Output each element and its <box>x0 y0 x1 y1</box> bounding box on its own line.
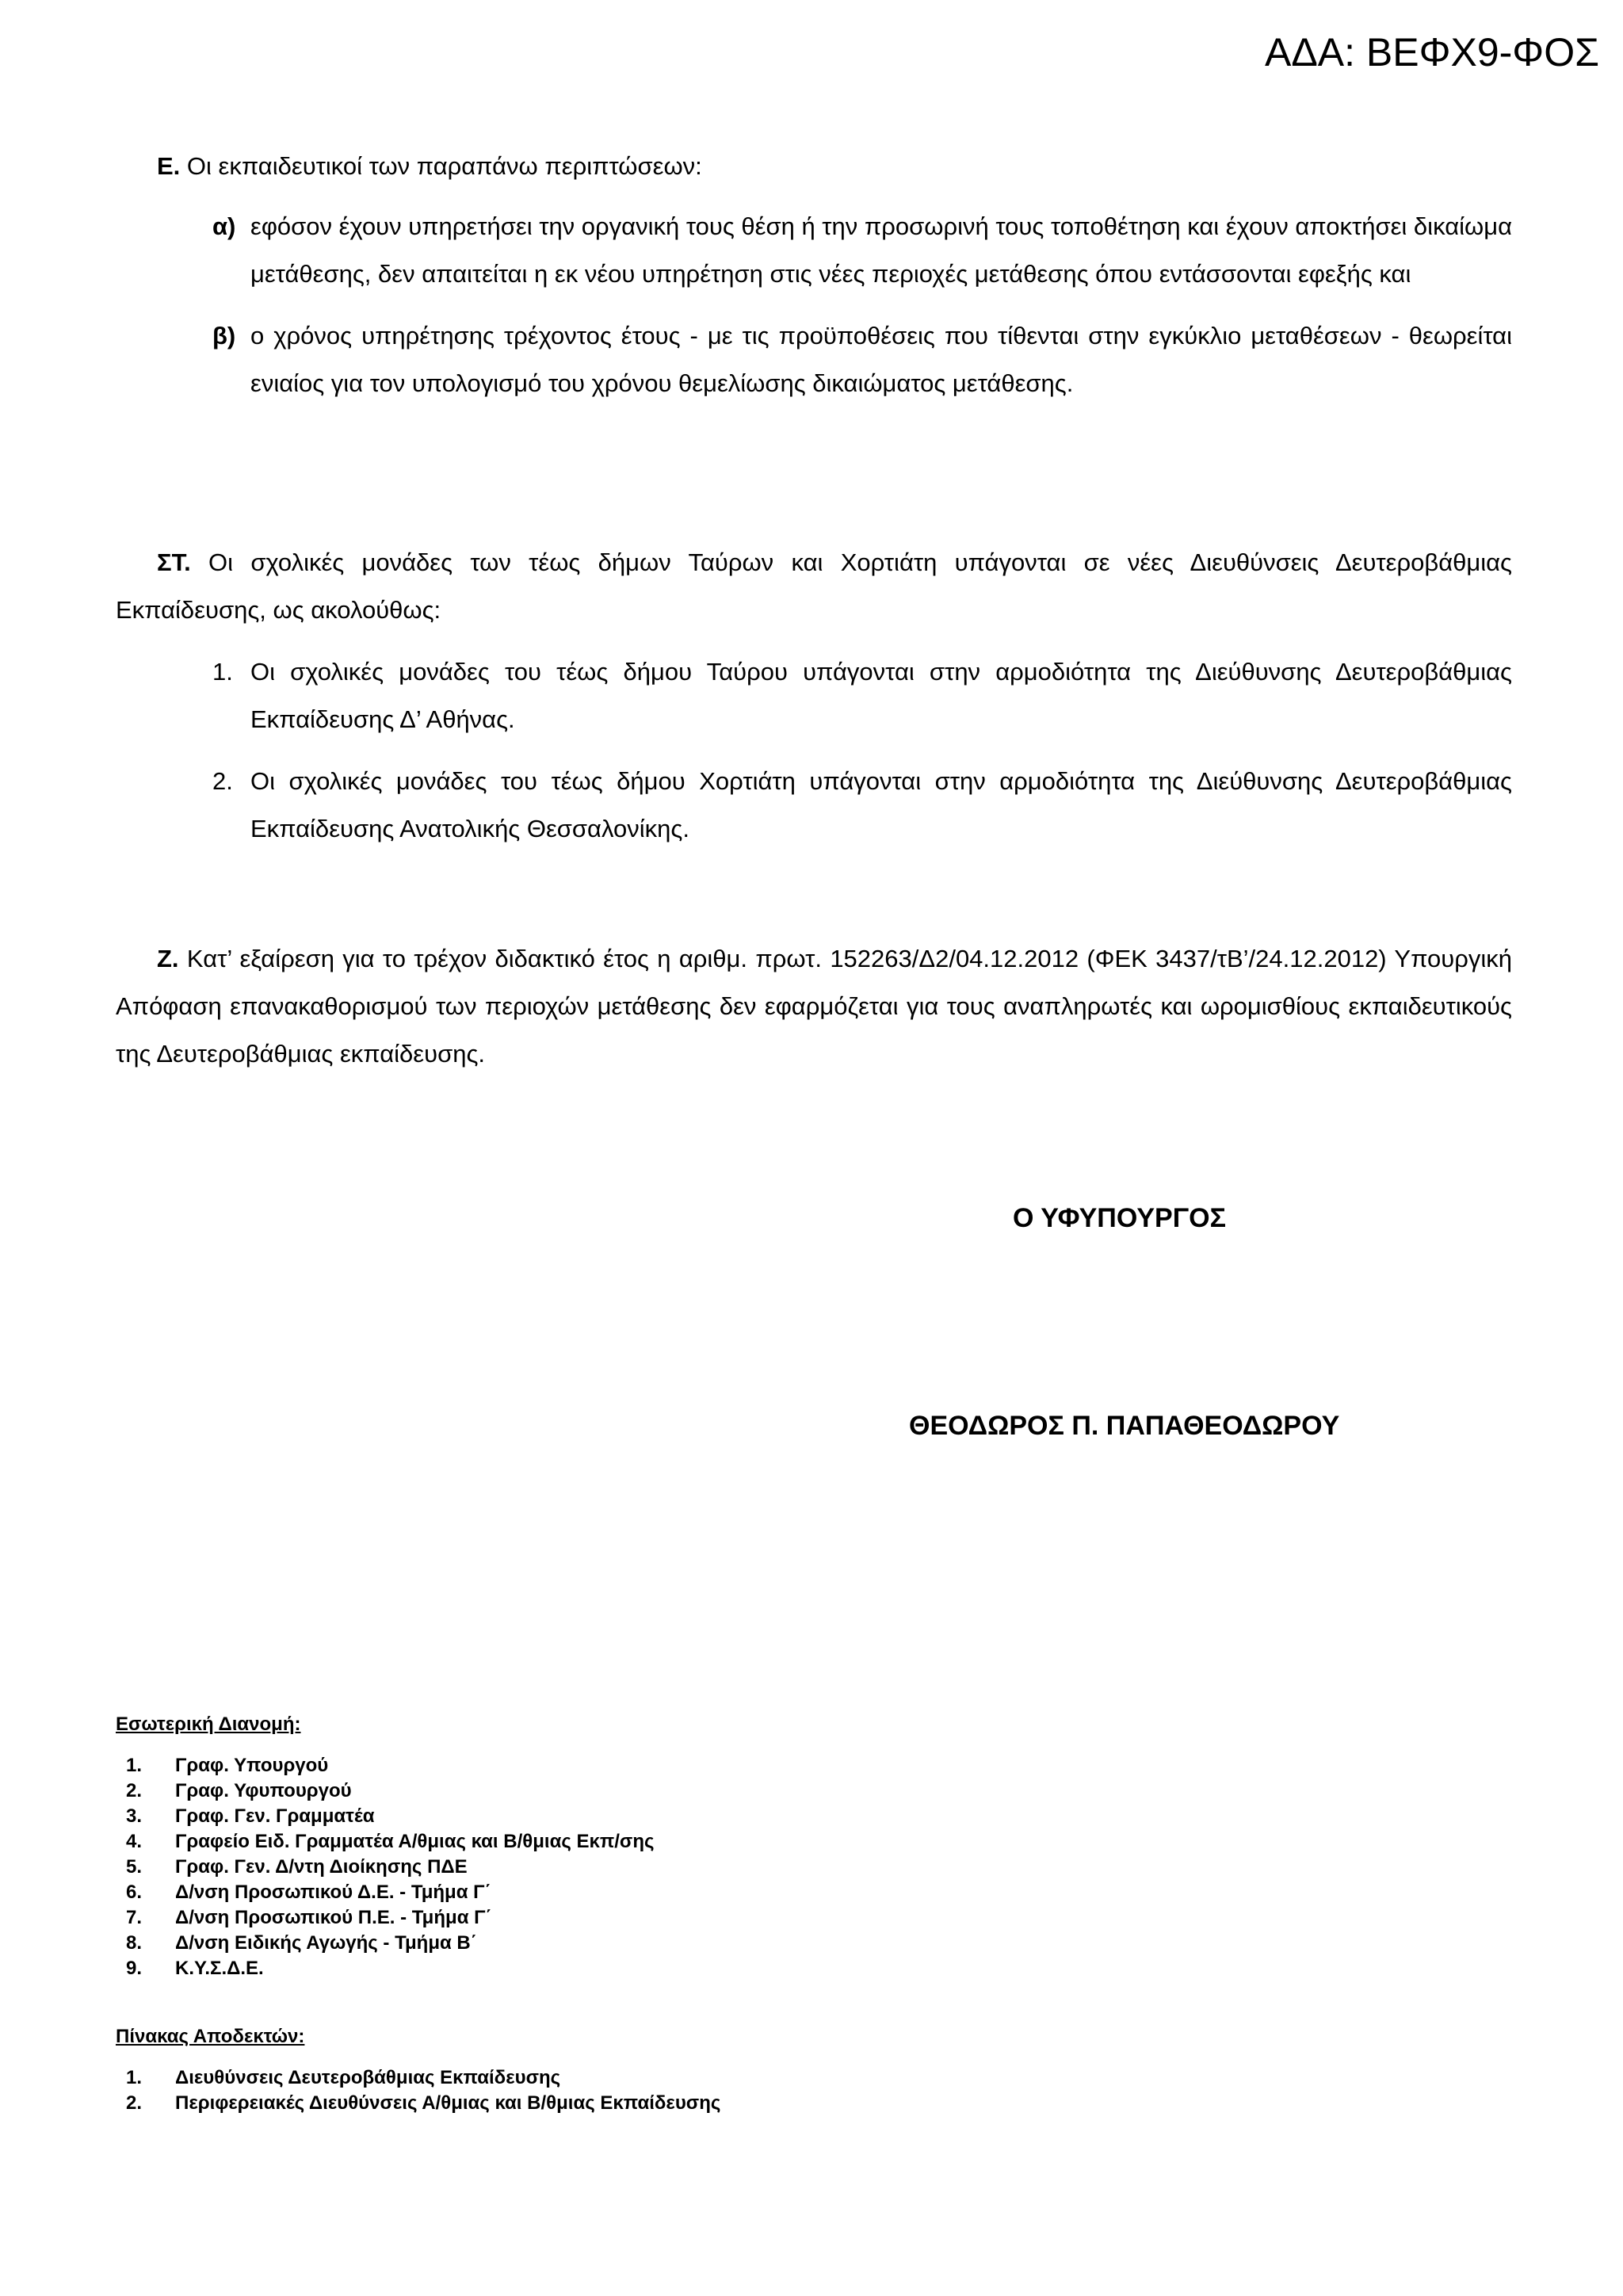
section-e-label: Ε. <box>157 152 181 180</box>
section-st-intro-text: Οι σχολικές μονάδες των τέως δήμων Ταύρων και Χορτιάτη υπάγονται σε νέες Διευθύνσεις Δευτεροβάθμιας Εκπαίδευσης, ως ακολούθως: <box>116 548 1512 624</box>
section-e-intro-text: Οι εκπαιδευτικοί των παραπάνω περιπτώσεων: <box>186 152 702 180</box>
internal-distribution <box>116 1712 655 1981</box>
list-item-text: Κ.Υ.Σ.Δ.Ε. <box>175 1958 264 1979</box>
item-number: 1. <box>212 658 233 686</box>
recipients-list <box>116 2065 720 2116</box>
list-item-number: 1. <box>126 1755 143 1776</box>
list-item-number: 3. <box>126 1805 143 1827</box>
section-z-paragraph <box>116 935 1512 1078</box>
list-item-text: Δ/νση Προσωπικού Δ.Ε. - Τμήμα Γ΄ <box>175 1881 491 1903</box>
item-text: εφόσον έχουν υπηρετήσει την οργανική τους θέση ή την προσωρινή τους τοποθέτηση και έχουν αποκτήσει δικαίωμα μετάθεσης, δεν απαιτείται η εκ νέου υπηρέτηση στις νέες περιοχές μετάθεσης όπου εντάσσονται εφεξής και <box>250 212 1512 288</box>
list-item-number: 4. <box>126 1831 143 1852</box>
item-marker: β) <box>212 322 236 350</box>
list-item <box>116 2065 720 2091</box>
list-item-number: 6. <box>126 1881 143 1903</box>
item-number: 2. <box>212 767 233 795</box>
ada-code: ΑΔΑ: ΒΕΦΧ9-ΦΟΣ <box>1265 30 1599 74</box>
section-z-label: Ζ. <box>157 945 179 972</box>
section-e-item-a <box>116 203 1512 298</box>
section-e-item-b <box>116 312 1512 407</box>
list-item-text: Γραφ. Γεν. Γραμματέα <box>175 1805 375 1827</box>
list-item-text: Γραφ. Γεν. Δ/ντη Διοίκησης ΠΔΕ <box>175 1856 468 1878</box>
section-z-text: Κατ’ εξαίρεση για το τρέχον διδακτικό έτος η αριθμ. πρωτ. 152263/Δ2/04.12.2012 (ΦΕΚ 3437/τΒ’/24.12.2012) Υπουργική Απόφαση επανακαθορισμού των περιοχών μετάθεσης δεν εφαρμόζεται για τους αναπληρωτές και ωρομισθίους εκπαιδευτικούς της Δευτεροβάθμιας εκπαίδευσης. <box>116 945 1512 1068</box>
section-st-item-1 <box>116 648 1512 743</box>
section-z <box>116 935 1512 1078</box>
section-e-intro <box>116 143 1512 190</box>
list-item-text: Γραφ. Υφυπουργού <box>175 1780 352 1801</box>
item-marker: α) <box>212 212 236 240</box>
list-item-number: 1. <box>126 2067 143 2088</box>
list-item-number: 7. <box>126 1907 143 1928</box>
recipients-heading: Πίνακας Αποδεκτών: <box>116 2026 305 2047</box>
list-item-number: 5. <box>126 1856 143 1878</box>
list-item <box>116 1880 655 1905</box>
list-item-number: 8. <box>126 1932 143 1954</box>
signature-name: ΘΕΟΔΩΡΟΣ Π. ΠΑΠΑΘΕΟΔΩΡΟΥ <box>909 1411 1340 1441</box>
list-item <box>116 1855 655 1880</box>
section-e <box>116 143 1512 407</box>
section-st <box>116 539 1512 853</box>
list-item-text: Γραφ. Υπουργού <box>175 1755 329 1776</box>
list-item <box>116 1931 655 1956</box>
list-item-text: Δ/νση Προσωπικού Π.Ε. - Τμήμα Γ΄ <box>175 1907 492 1928</box>
internal-distribution-list <box>116 1753 655 1981</box>
item-text: Οι σχολικές μονάδες του τέως δήμου Ταύρου υπάγονται στην αρμοδιότητα της Διεύθυνσης Δευτεροβάθμιας Εκπαίδευσης Δ’ Αθήνας. <box>250 658 1512 733</box>
list-item-text: Διευθύνσεις Δευτεροβάθμιας Εκπαίδευσης <box>175 2067 561 2088</box>
list-item <box>116 1956 655 1981</box>
list-item-text: Δ/νση Ειδικής Αγωγής - Τμήμα Β΄ <box>175 1932 477 1954</box>
list-item <box>116 1804 655 1829</box>
section-st-label: ΣΤ. <box>157 548 191 576</box>
item-text: ο χρόνος υπηρέτησης τρέχοντος έτους - με τις προϋποθέσεις που τίθενται στην εγκύκλιο μεταθέσεων - θεωρείται ενιαίος για τον υπολογισμό του χρόνου θεμελίωσης δικαιώματος μετάθεσης. <box>250 322 1512 397</box>
list-item <box>116 1905 655 1931</box>
list-item-number: 9. <box>126 1958 143 1979</box>
list-item-text: Περιφερειακές Διευθύνσεις Α/θμιας και Β/θμιας Εκπαίδευσης <box>175 2092 721 2114</box>
item-text: Οι σχολικές μονάδες του τέως δήμου Χορτιάτη υπάγονται στην αρμοδιότητα της Διεύθυνσης Δευτεροβάθμιας Εκπαίδευσης Ανατολικής Θεσσαλονίκης. <box>250 767 1512 842</box>
list-item <box>116 1829 655 1855</box>
signature-title: Ο ΥΦΥΠΟΥΡΓΟΣ <box>1013 1203 1226 1233</box>
list-item-number: 2. <box>126 2092 143 2114</box>
recipients <box>116 2024 720 2116</box>
list-item-number: 2. <box>126 1780 143 1801</box>
section-st-item-2 <box>116 758 1512 853</box>
list-item <box>116 2091 720 2116</box>
list-item-text: Γραφείο Ειδ. Γραμματέα Α/θμιας και Β/θμιας Εκπ/σης <box>175 1831 655 1852</box>
internal-distribution-heading: Εσωτερική Διανομή: <box>116 1713 301 1735</box>
list-item <box>116 1753 655 1778</box>
list-item <box>116 1778 655 1804</box>
section-st-intro <box>116 539 1512 634</box>
